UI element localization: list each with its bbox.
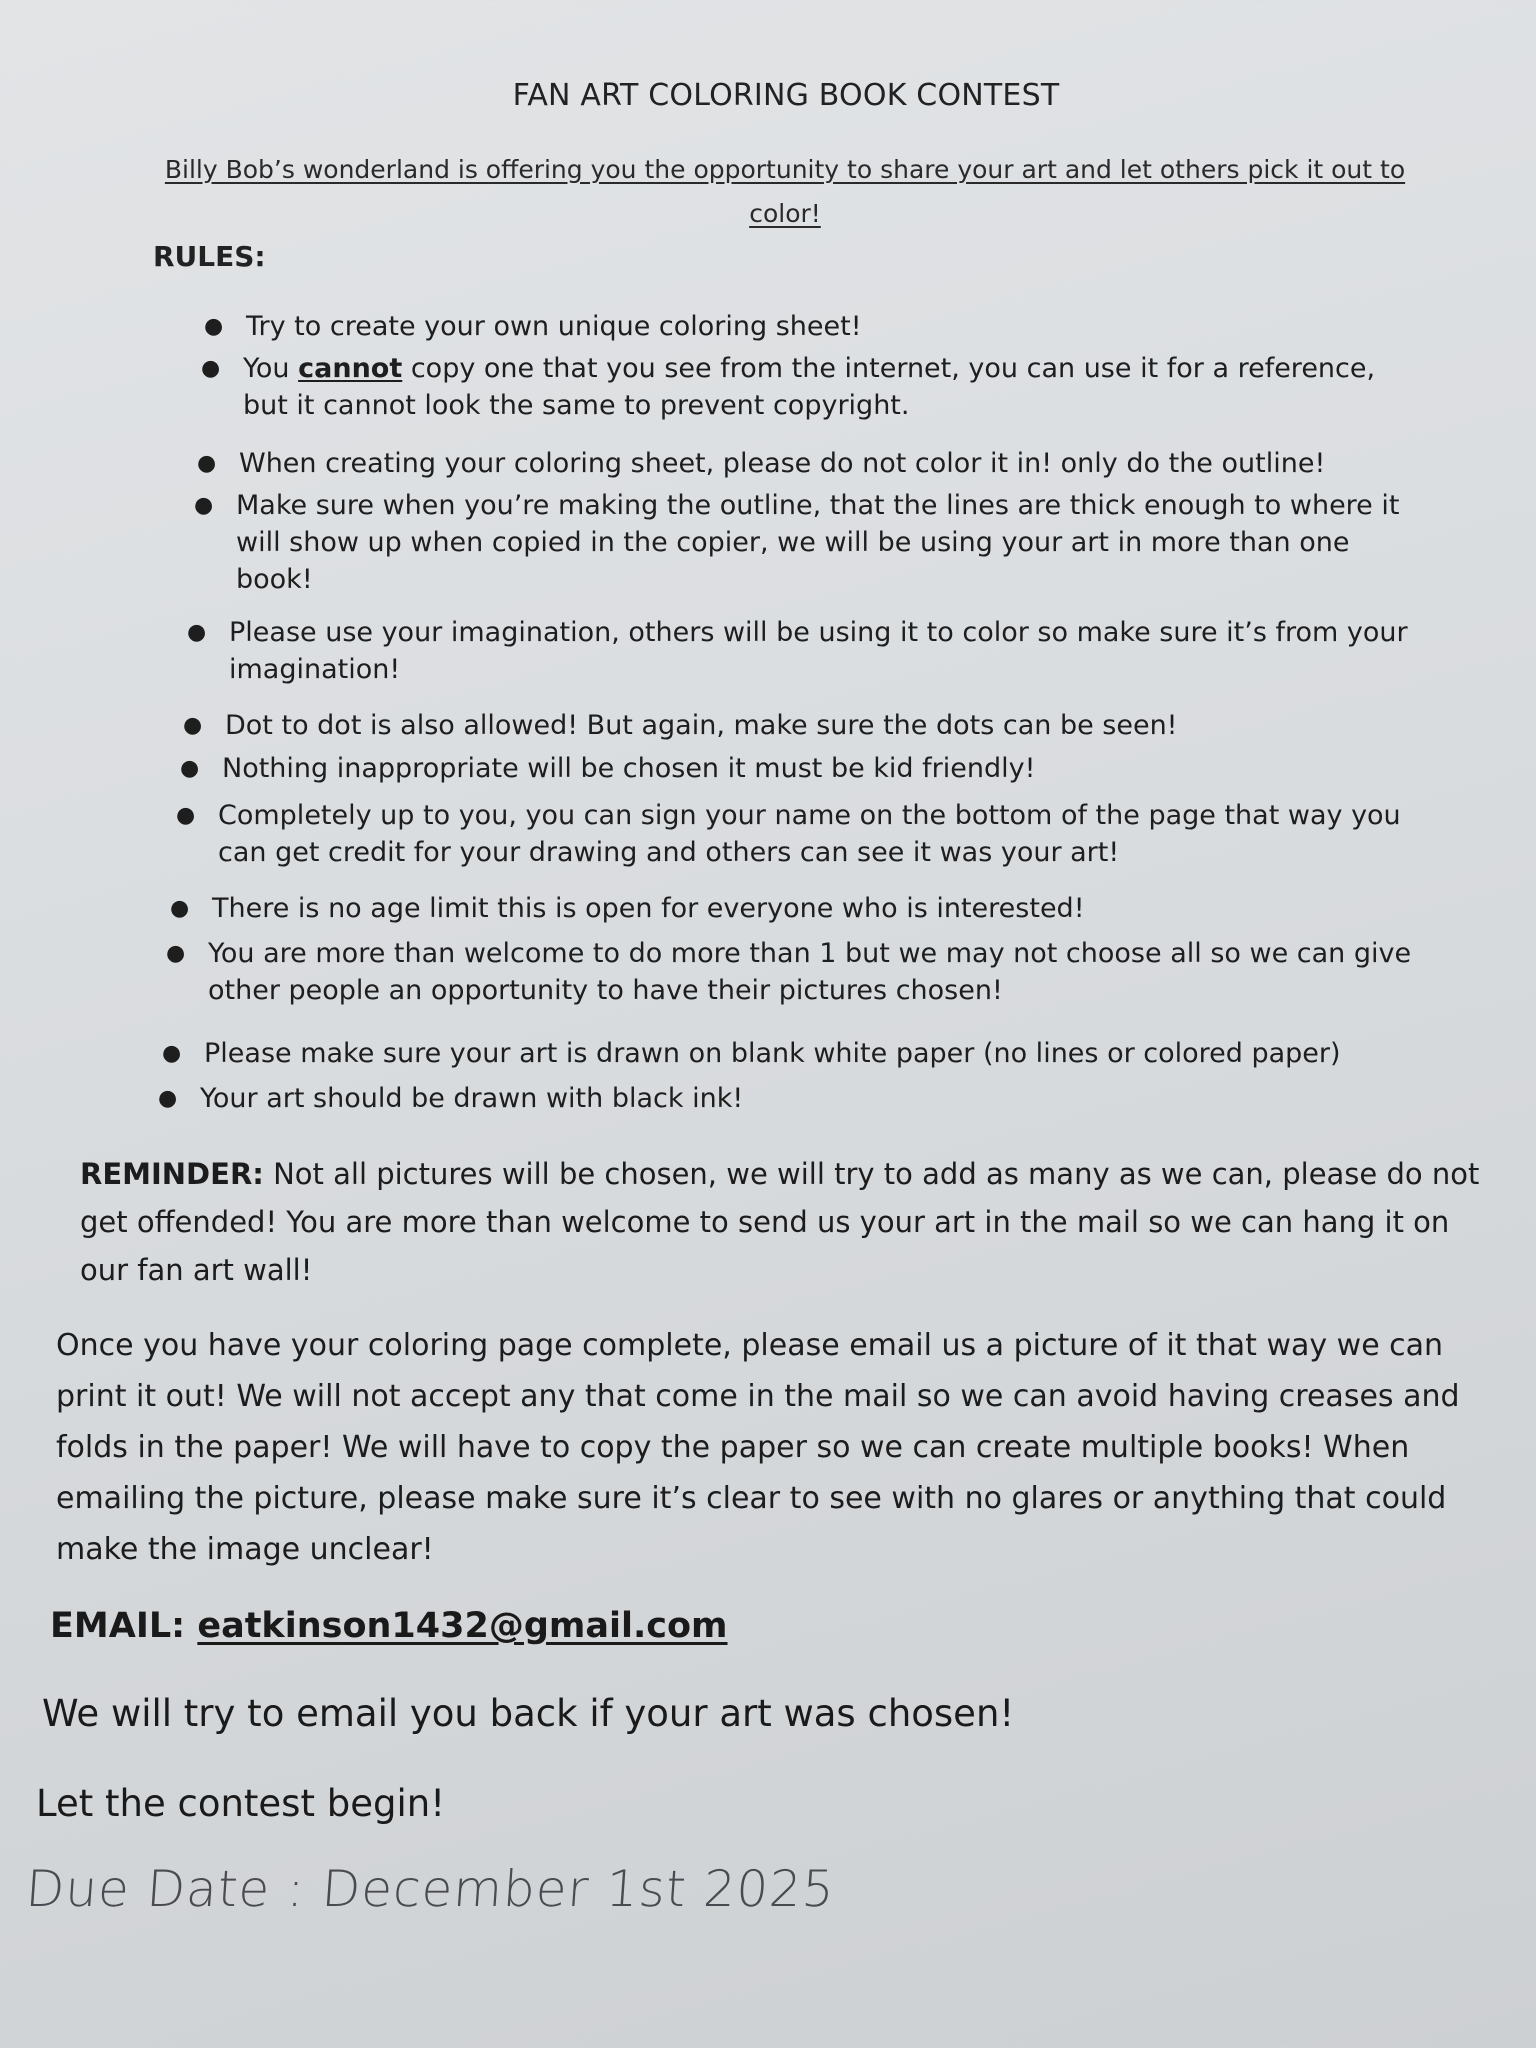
rule-item [201,350,1403,424]
rule-text: Your art should be drawn with black ink! [200,1083,744,1114]
email-label: EMAIL: [50,1606,186,1646]
bullet-icon: ● [183,713,203,738]
bullet-icon: ● [201,356,221,381]
bullet-icon: ● [170,896,190,921]
email-address-link[interactable]: eatkinson1432@gmail.com [197,1606,728,1646]
rule-item [197,445,1399,482]
email-line [50,1606,728,1646]
rule-item [162,1035,1464,1072]
rule-text: Please make sure your art is drawn on blank white paper (no lines or colored paper) [204,1038,1341,1069]
rule-item [180,750,1402,787]
bullet-icon: ● [187,620,207,645]
rule-item [183,707,1405,744]
rule-item [158,1080,1400,1117]
flyer-title: FAN ART COLORING BOOK CONTEST [512,78,1060,113]
rule-text: Make sure when you’re making the outline, that the lines are thick enough to where it will show up when copied in the copier, we will be using your art in more than one book! [236,490,1400,595]
closing-line: Let the contest begin! [36,1782,446,1825]
bullet-icon: ● [180,756,200,781]
handwritten-due-date: Due Date : December 1st 2025 [23,1860,837,1918]
bullet-icon: ● [194,493,214,518]
reminder-text: Not all pictures will be chosen, we will try to add as many as we can, please do not get offended! You are more than welcome to send us your art in the mail so we can hang it on our fan art wall! [80,1157,1480,1287]
reminder-paragraph [80,1150,1490,1294]
rule-text: Completely up to you, you can sign your name on the bottom of the page that way you can get credit for your drawing and others can see it was your art! [218,800,1401,868]
rule-text: Please use your imagination, others will be using it to color so make sure it’s from your imagination! [229,617,1408,685]
rule-text: Dot to dot is also allowed! But again, make sure the dots can be seen! [225,710,1178,741]
rule-item [204,308,1406,345]
bullet-icon: ● [162,1041,182,1066]
rule-emphasis: cannot [298,353,403,384]
bullet-icon: ● [197,451,217,476]
rule-text: When creating your coloring sheet, please do not color it in! only do the outline! [239,448,1326,479]
instructions-paragraph: Once you have your coloring page complete, please email us a picture of it that way we can print it out! We will not accept any that come in the mail so we can avoid having creases and folds in the paper! We will have to copy the paper so we can create multiple books! When emailing the picture, please make sure it’s clear to see with no glares or anything that could make the image unclear! [56,1328,1460,1567]
rule-item [176,797,1418,871]
reminder-label: REMINDER: [80,1157,264,1191]
rule-text: You [243,353,299,384]
bullet-icon: ● [166,941,186,966]
rule-item [170,890,1412,927]
rule-text: There is no age limit this is open for everyone who is interested! [212,893,1085,924]
rule-item [187,614,1409,688]
rule-text: Try to create your own unique coloring sheet! [246,311,862,342]
rule-item [166,935,1448,1009]
rule-text: You are more than welcome to do more than 1 but we may not choose all so we can give other people an opportunity to have their pictures chosen! [208,938,1412,1006]
rules-heading: RULES: [153,240,266,273]
bullet-icon: ● [176,803,196,828]
email-back-note: We will try to email you back if your art was chosen! [42,1692,1015,1735]
bullet-icon: ● [158,1086,178,1111]
flyer-subtitle: Billy Bob’s wonderland is offering you the opportunity to share your art and let others pick it out to color! [164,155,1406,228]
bullet-icon: ● [204,314,224,339]
rule-text: copy one that you see from the internet, you can use it for a reference, but it cannot look the same to prevent copyright. [243,353,1376,421]
rule-item [194,487,1416,598]
rule-text: Nothing inappropriate will be chosen it must be kid friendly! [222,753,1036,784]
